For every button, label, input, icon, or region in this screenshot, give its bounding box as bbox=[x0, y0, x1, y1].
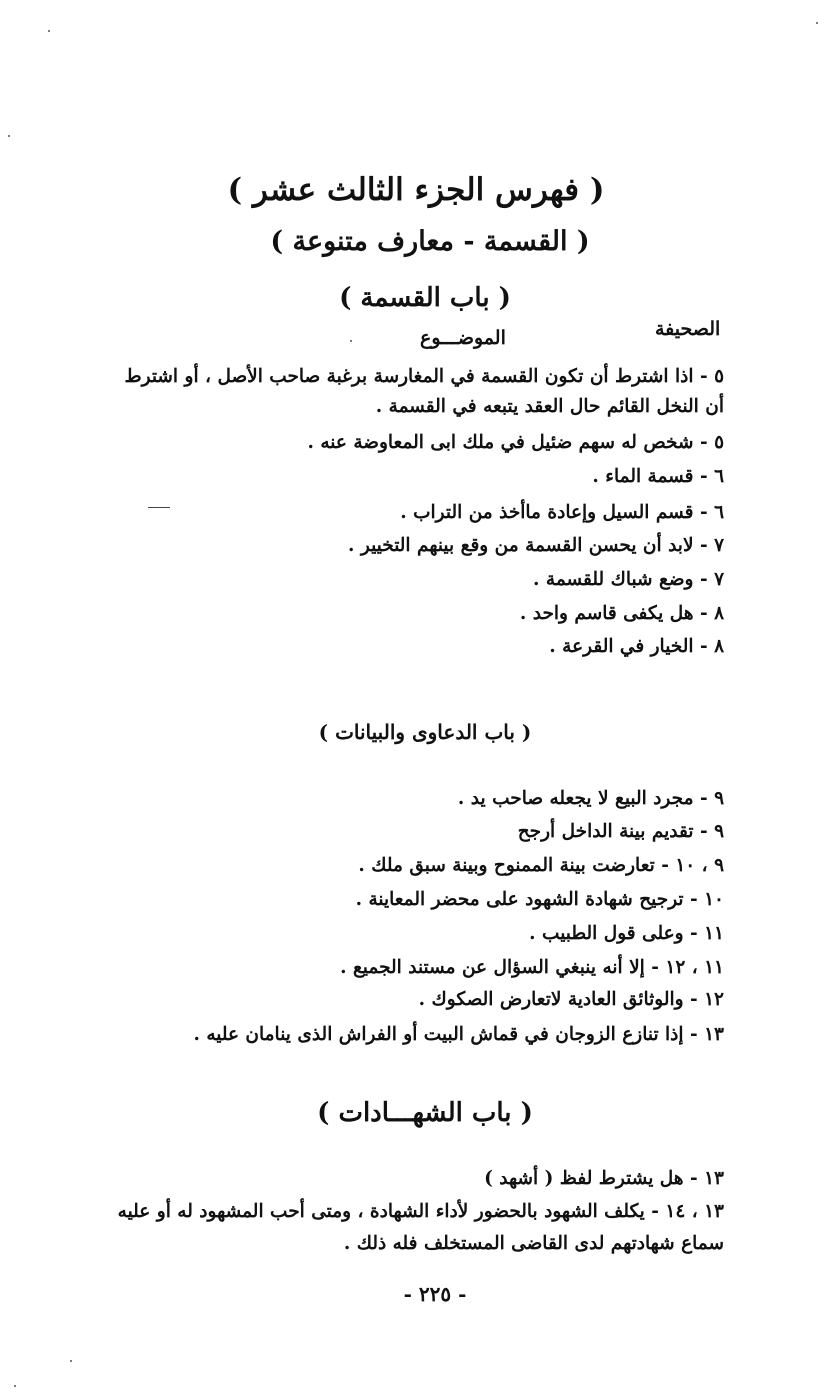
index-entry: ٧ - وضع شباك للقسمة . bbox=[533, 569, 724, 590]
entry-page-number: ٦ bbox=[714, 502, 724, 523]
entry-page-number: ١٠ bbox=[704, 889, 724, 910]
entry-topic: تعارضت بينة الممنوح وبينة سبق ملك . bbox=[358, 855, 655, 876]
column-header-topic: الموضـــوع bbox=[420, 327, 506, 349]
index-entry: ٦ - قسم السيل وإعادة ماأخذ من التراب . bbox=[400, 502, 724, 523]
scan-speck bbox=[816, 22, 818, 24]
entry-topic: والوثائق العادية لاتعارض الصكوك . bbox=[418, 989, 684, 1010]
entry-topic: مجرد البيع لا يجعله صاحب يد . bbox=[457, 788, 694, 809]
section-heading-partition: ( باب القسمة ) bbox=[339, 283, 511, 313]
entry-page-number: ١٢ bbox=[704, 989, 724, 1010]
entry-topic: ترجيح شهادة الشهود على محضر المعاينة . bbox=[355, 889, 684, 910]
scan-speck bbox=[350, 340, 352, 342]
entry-page-number: ٩ bbox=[714, 788, 724, 809]
index-subtitle: ( القسمة - معارف متنوعة ) bbox=[270, 226, 590, 257]
section-heading-testimonies: ( باب الشهـــادات ) bbox=[317, 1098, 533, 1128]
entry-topic: لابد أن يحسن القسمة من وقع بينهم التخيير . bbox=[348, 535, 694, 556]
entry-page-number: ٥ bbox=[714, 366, 724, 387]
index-entry: ٥ - اذا اشترط أن تكون القسمة في المغارسة برغبة صاحب الأصل ، أو اشترط أن النخل القائم حال العقد يتبعه في القسمة . bbox=[124, 366, 724, 417]
entry-topic: قسمة الماء . bbox=[592, 466, 694, 487]
entry-topic: قسم السيل وإعادة ماأخذ من التراب . bbox=[400, 502, 694, 523]
index-entry: ١٣ ، ١٤ - يكلف الشهود بالحضور لأداء الشهادة ، ومتى أحب المشهود له أو عليه سماع شهادتهم لدى القاضى المستخلف فله ذلك . bbox=[117, 1201, 724, 1254]
index-entry: ٩ - مجرد البيع لا يجعله صاحب يد . bbox=[457, 788, 724, 809]
entry-page-number: ٩ ، ١٠ bbox=[675, 855, 724, 876]
index-entry: ٩ ، ١٠ - تعارضت بينة الممنوح وبينة سبق ملك . bbox=[358, 855, 724, 876]
index-entry: ١٣ - هل يشترط لفظ ( أشهد ) bbox=[484, 1168, 724, 1189]
entry-topic: الخيار في القرعة . bbox=[549, 636, 694, 657]
entry-topic: اذا اشترط أن تكون القسمة في المغارسة برغبة صاحب الأصل ، أو اشترط أن النخل القائم حال العقد يتبعه في القسمة . bbox=[124, 366, 724, 417]
index-entry: ٨ - هل يكفى قاسم واحد . bbox=[519, 603, 724, 624]
index-entry: ١١ - وعلى قول الطبيب . bbox=[529, 923, 724, 944]
column-header-page: الصحيفة bbox=[655, 318, 721, 340]
entry-page-number: ٧ bbox=[714, 535, 724, 556]
entry-page-number: ٧ bbox=[714, 569, 724, 590]
entry-topic: هل يشترط لفظ ( أشهد ) bbox=[484, 1168, 684, 1189]
entry-topic: شخص له سهم ضئيل في ملك ابى المعاوضة عنه . bbox=[307, 432, 694, 453]
entry-page-number: ١١ bbox=[704, 923, 724, 944]
index-title: ( فهرس الجزء الثالث عشر ) bbox=[227, 172, 605, 208]
entry-page-number: ٨ bbox=[714, 636, 724, 657]
index-entry: ٧ - لابد أن يحسن القسمة من وقع بينهم التخيير . bbox=[348, 535, 724, 556]
entry-page-number: ٥ bbox=[714, 432, 724, 453]
index-entry: ٩ - تقديم بينة الداخل أرجح bbox=[517, 821, 724, 842]
scan-dash-mark bbox=[148, 507, 170, 508]
section-heading-claims: ( باب الدعاوى والبيانات ) bbox=[318, 720, 532, 744]
entry-topic: وضع شباك للقسمة . bbox=[533, 569, 694, 590]
scan-speck bbox=[48, 30, 50, 32]
index-entry: ١٢ - والوثائق العادية لاتعارض الصكوك . bbox=[418, 989, 724, 1010]
entry-page-number: ٦ bbox=[714, 466, 724, 487]
entry-page-number: ١٣ ، ١٤ bbox=[665, 1201, 724, 1222]
scan-speck bbox=[8, 135, 10, 137]
index-entry: ١٠ - ترجيح شهادة الشهود على محضر المعاينة . bbox=[355, 889, 724, 910]
entry-page-number: ١٣ bbox=[704, 1168, 724, 1189]
entry-topic: وعلى قول الطبيب . bbox=[529, 923, 684, 944]
index-entry: ١٣ - إذا تنازع الزوجان في قماش البيت أو الفراش الذى ينامان عليه . bbox=[193, 1024, 724, 1045]
entry-topic: إلا أنه ينبغي السؤال عن مستند الجميع . bbox=[340, 957, 645, 978]
index-entry: ٨ - الخيار في القرعة . bbox=[549, 636, 724, 657]
scan-speck bbox=[70, 1360, 72, 1362]
scan-speck bbox=[14, 1385, 16, 1387]
index-entry: ٦ - قسمة الماء . bbox=[592, 466, 724, 487]
entry-topic: هل يكفى قاسم واحد . bbox=[519, 603, 694, 624]
entry-page-number: ٩ bbox=[714, 821, 724, 842]
entry-topic: إذا تنازع الزوجان في قماش البيت أو الفراش الذى ينامان عليه . bbox=[193, 1024, 684, 1045]
index-entry: ٥ - شخص له سهم ضئيل في ملك ابى المعاوضة عنه . bbox=[307, 432, 724, 453]
entry-page-number: ١٣ bbox=[704, 1024, 724, 1045]
page-number-footer: - ٢٢٥ - bbox=[403, 1282, 467, 1306]
entry-topic: تقديم بينة الداخل أرجح bbox=[517, 821, 694, 842]
entry-topic: يكلف الشهود بالحضور لأداء الشهادة ، ومتى أحب المشهود له أو عليه سماع شهادتهم لدى القاضى المستخلف فله ذلك . bbox=[117, 1201, 724, 1254]
entry-page-number: ١١ ، ١٢ bbox=[665, 957, 724, 978]
index-entry: ١١ ، ١٢ - إلا أنه ينبغي السؤال عن مستند الجميع . bbox=[340, 957, 724, 978]
entry-page-number: ٨ bbox=[714, 603, 724, 624]
